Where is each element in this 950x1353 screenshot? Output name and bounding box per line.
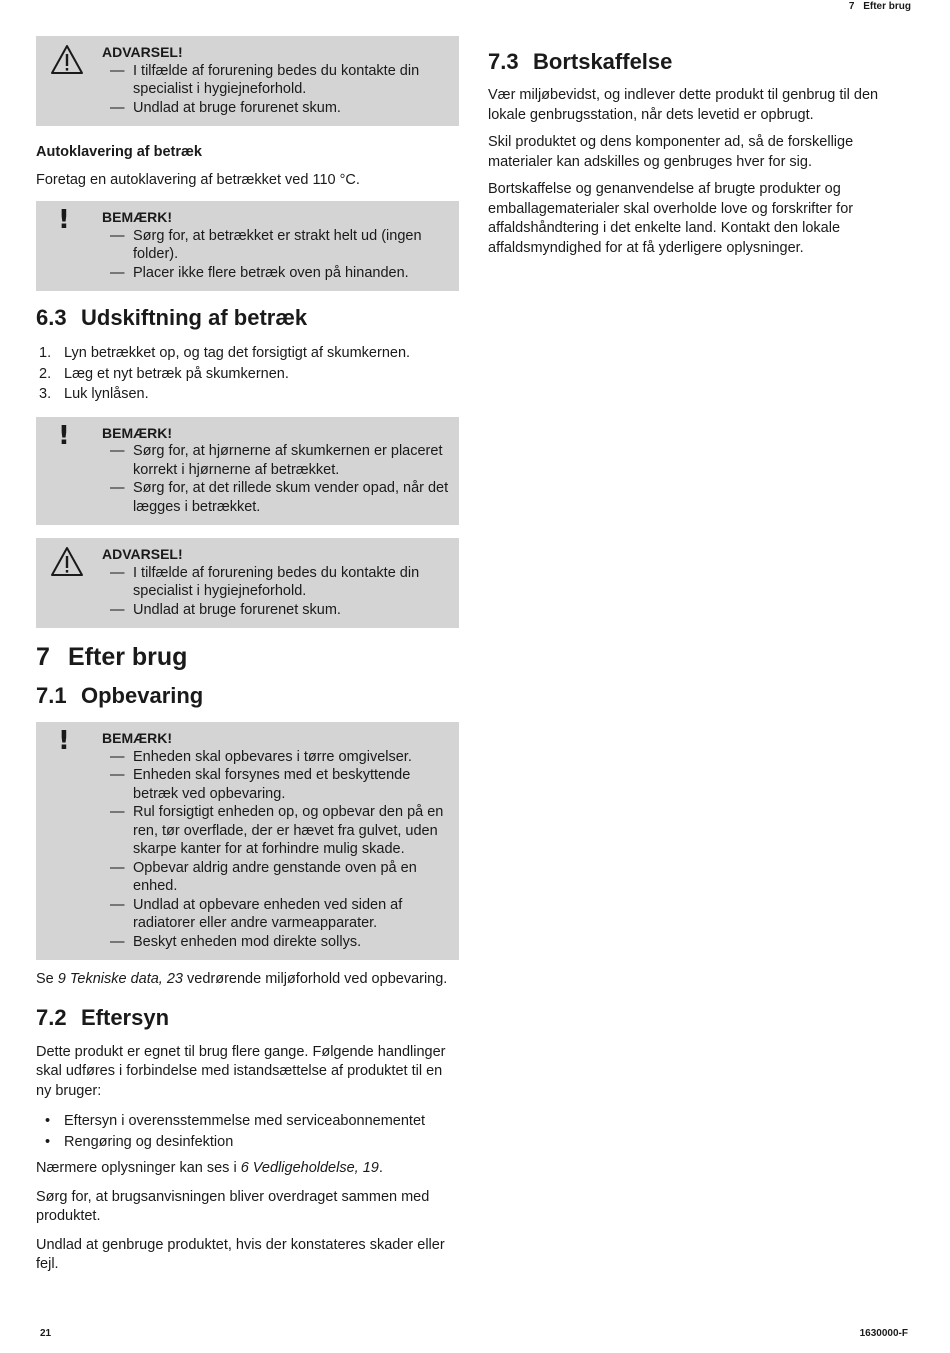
section-title: Udskiftning af betræk [81, 305, 308, 330]
note-item-text: Beskyt enheden mod direkte sollys. [133, 933, 362, 950]
cross-reference-link[interactable]: 9 Tekniske data, 23 [57, 971, 183, 987]
handover-text: Sørg for, at brugsanvisningen bliver overdraget sammen med produktet. [36, 1188, 430, 1224]
section-number: 7.2 [36, 1004, 67, 1030]
note-item: — Sørg for, at det rillede skum vender opad, når det lægges i betrækket. [110, 480, 449, 515]
warning-item-text: Undlad at bruge forurenet skum. [133, 99, 341, 116]
steps-list [36, 343, 459, 405]
autoclave-heading: Autoklavering af betræk [36, 144, 202, 160]
warning-list [102, 564, 451, 620]
bullet-item: • Rengøring og desinfektion [45, 1133, 234, 1150]
section-title: Eftersyn [81, 1004, 170, 1030]
note-item: — Opbevar aldrig andre genstande oven på en enhed. [110, 859, 417, 894]
step-number: 1. [39, 345, 52, 361]
note-item: — Enheden skal opbevares i tørre omgivelser. [110, 748, 412, 765]
warning-title: ADVARSEL! [102, 44, 183, 60]
section-number: 6.3 [36, 305, 67, 330]
step-text: Luk lynlåsen. [64, 386, 149, 402]
note-item: — Undlad at opbevare enheden ved siden af radiatorer eller andre varmeapparater. [110, 896, 403, 931]
right-column [488, 36, 908, 258]
note-item-text: Enheden skal forsynes med et beskyttende betræk ved opbevaring. [133, 767, 411, 802]
note-item-text: Placer ikke flere betræk oven på hinanden. [133, 264, 409, 281]
section-title: Opbevaring [81, 683, 204, 708]
damage-text: Undlad at genbruge produktet, hvis der konstateres skader eller fejl. [36, 1236, 445, 1272]
note-list [102, 748, 451, 952]
step-item [36, 364, 459, 385]
chapter-title: Efter brug [68, 643, 188, 671]
step-item [36, 384, 459, 405]
autoclave-text: Foretag en autoklavering af betrækket ved 110 °C. [36, 171, 360, 188]
step-number: 3. [39, 386, 52, 402]
exclamation-icon: ! [58, 205, 70, 235]
note-item-text: Sørg for, at betrækket er strakt helt ud (ingen folder). [133, 227, 422, 262]
running-header [843, 1, 911, 12]
note-box [36, 201, 459, 291]
note-item: — Rul forsigtigt enheden op, og opbevar den på en ren, tør overflade, der er hævet fra gulvet, uden skarpe kanter for at forhindre mulig skade. [110, 804, 444, 857]
note-title: BEMÆRK! [102, 730, 172, 746]
note-item: — Placer ikke flere betræk oven på hinanden. [110, 264, 409, 281]
step-text: Læg et nyt betræk på skumkernen. [64, 365, 289, 382]
warning-item: — Undlad at bruge forurenet skum. [110, 601, 341, 618]
inspection-list [36, 1111, 459, 1152]
chapter-heading-7 [36, 642, 459, 672]
note-item: — Enheden skal forsynes med et beskyttende betræk ved opbevaring. [110, 767, 411, 802]
warning-item: — I tilfælde af forurening bedes du kontakte din specialist i hygiejneforhold. [110, 62, 420, 97]
warning-item: — Undlad at bruge forurenet skum. [110, 99, 341, 116]
storage-reference [36, 970, 459, 990]
note-list [102, 442, 451, 516]
disposal-paragraph-2: Skil produktet og dens komponenter ad, så de forskellige materialer kan adskilles og genbruges hver for sig. [488, 134, 854, 170]
note-item-text: Rul forsigtigt enheden op, og opbevar den på en ren, tør overflade, der er hævet fra gulvet, uden skarpe kanter for at forhindre mulig skade. [133, 804, 444, 857]
note-item-text: Sørg for, at det rillede skum vender opad, når det lægges i betrækket. [133, 480, 449, 515]
section-number: 7.3 [488, 49, 519, 74]
bullet-text: Eftersyn i overensstemmelse med serviceabonnementet [64, 1113, 426, 1129]
note-box [36, 417, 459, 526]
warning-item: — I tilfælde af forurening bedes du kontakte din specialist i hygiejneforhold. [110, 564, 420, 599]
warning-box [36, 538, 459, 628]
chapter-number: 7 [36, 643, 50, 671]
disposal-paragraph-3: Bortskaffelse og genanvendelse af brugte produkter og emballagematerialer skal overholde love og forskrifter for affaldshåndtering i det enkelte land. Kontakt den lokale affaldsmyndighed for at få yderligere oplysninger. [488, 181, 854, 256]
document-id: 1630000-F [859, 1328, 908, 1339]
note-item: — Sørg for, at hjørnerne af skumkernen er placeret korrekt i hjørnerne af betrækket. [110, 443, 443, 478]
step-text: Lyn betrækket op, og tag det forsigtigt af skumkernen. [64, 345, 411, 361]
note-title: BEMÆRK! [102, 209, 172, 225]
warning-item-text: Undlad at bruge forurenet skum. [133, 601, 341, 618]
section-heading-7-2 [36, 1004, 459, 1032]
reference-prefix: Se [36, 971, 58, 987]
bullet-item: • Eftersyn i overensstemmelse med serviceabonnementet [45, 1113, 426, 1129]
note-box [36, 722, 459, 960]
note-item: — Sørg for, at betrækket er strakt helt ud (ingen folder). [110, 227, 422, 262]
running-header-chapter-title: Efter brug [863, 1, 911, 12]
exclamation-icon: ! [58, 726, 70, 756]
running-header-chapter-num: 7 [848, 1, 855, 12]
section-heading-6-3 [36, 304, 459, 332]
warning-title: ADVARSEL! [102, 546, 183, 562]
note-list [102, 227, 451, 283]
note-item: — Beskyt enheden mod direkte sollys. [110, 933, 362, 950]
reference-suffix: . [378, 1160, 383, 1176]
inspection-intro: Dette produkt er egnet til brug flere gange. Følgende handlinger skal udføres i forbindelse med istandsættelse af produktet til en ny bruger: [36, 1043, 446, 1099]
warning-box [36, 36, 459, 126]
warning-triangle-icon [50, 44, 84, 75]
left-column [36, 36, 459, 1275]
step-item [36, 343, 459, 364]
cross-reference-link[interactable]: 6 Vedligeholdelse, 19 [240, 1160, 379, 1176]
section-heading-7-1 [36, 682, 459, 710]
warning-triangle-icon [50, 546, 84, 577]
warning-list [102, 62, 451, 118]
warning-item-text: I tilfælde af forurening bedes du kontakte din specialist i hygiejneforhold. [133, 564, 420, 599]
reference-suffix: vedrørende miljøforhold ved opbevaring. [182, 971, 448, 987]
maintenance-reference [36, 1159, 459, 1179]
exclamation-icon: ! [58, 420, 70, 451]
note-item-text: Opbevar aldrig andre genstande oven på en enhed. [133, 859, 417, 894]
bullet-text: Rengøring og desinfektion [64, 1133, 234, 1150]
section-number: 7.1 [36, 683, 67, 708]
step-number: 2. [39, 365, 52, 382]
reference-prefix: Nærmere oplysninger kan ses i [36, 1160, 241, 1176]
section-title: Bortskaffelse [533, 49, 673, 74]
warning-item-text: I tilfælde af forurening bedes du kontakte din specialist i hygiejneforhold. [133, 62, 420, 97]
note-item-text: Undlad at opbevare enheden ved siden af radiatorer eller andre varmeapparater. [133, 896, 403, 931]
note-item-text: Enheden skal opbevares i tørre omgivelser. [133, 748, 412, 765]
disposal-paragraph-1: Vær miljøbevidst, og indlever dette produkt til genbrug til den lokale genbrugsstation, når dets levetid er opbrugt. [488, 87, 879, 123]
note-title: BEMÆRK! [102, 424, 172, 441]
section-heading-7-3 [488, 48, 908, 76]
page-number: 21 [40, 1328, 52, 1339]
note-item-text: Sørg for, at hjørnerne af skumkernen er placeret korrekt i hjørnerne af betrækket. [133, 443, 443, 478]
